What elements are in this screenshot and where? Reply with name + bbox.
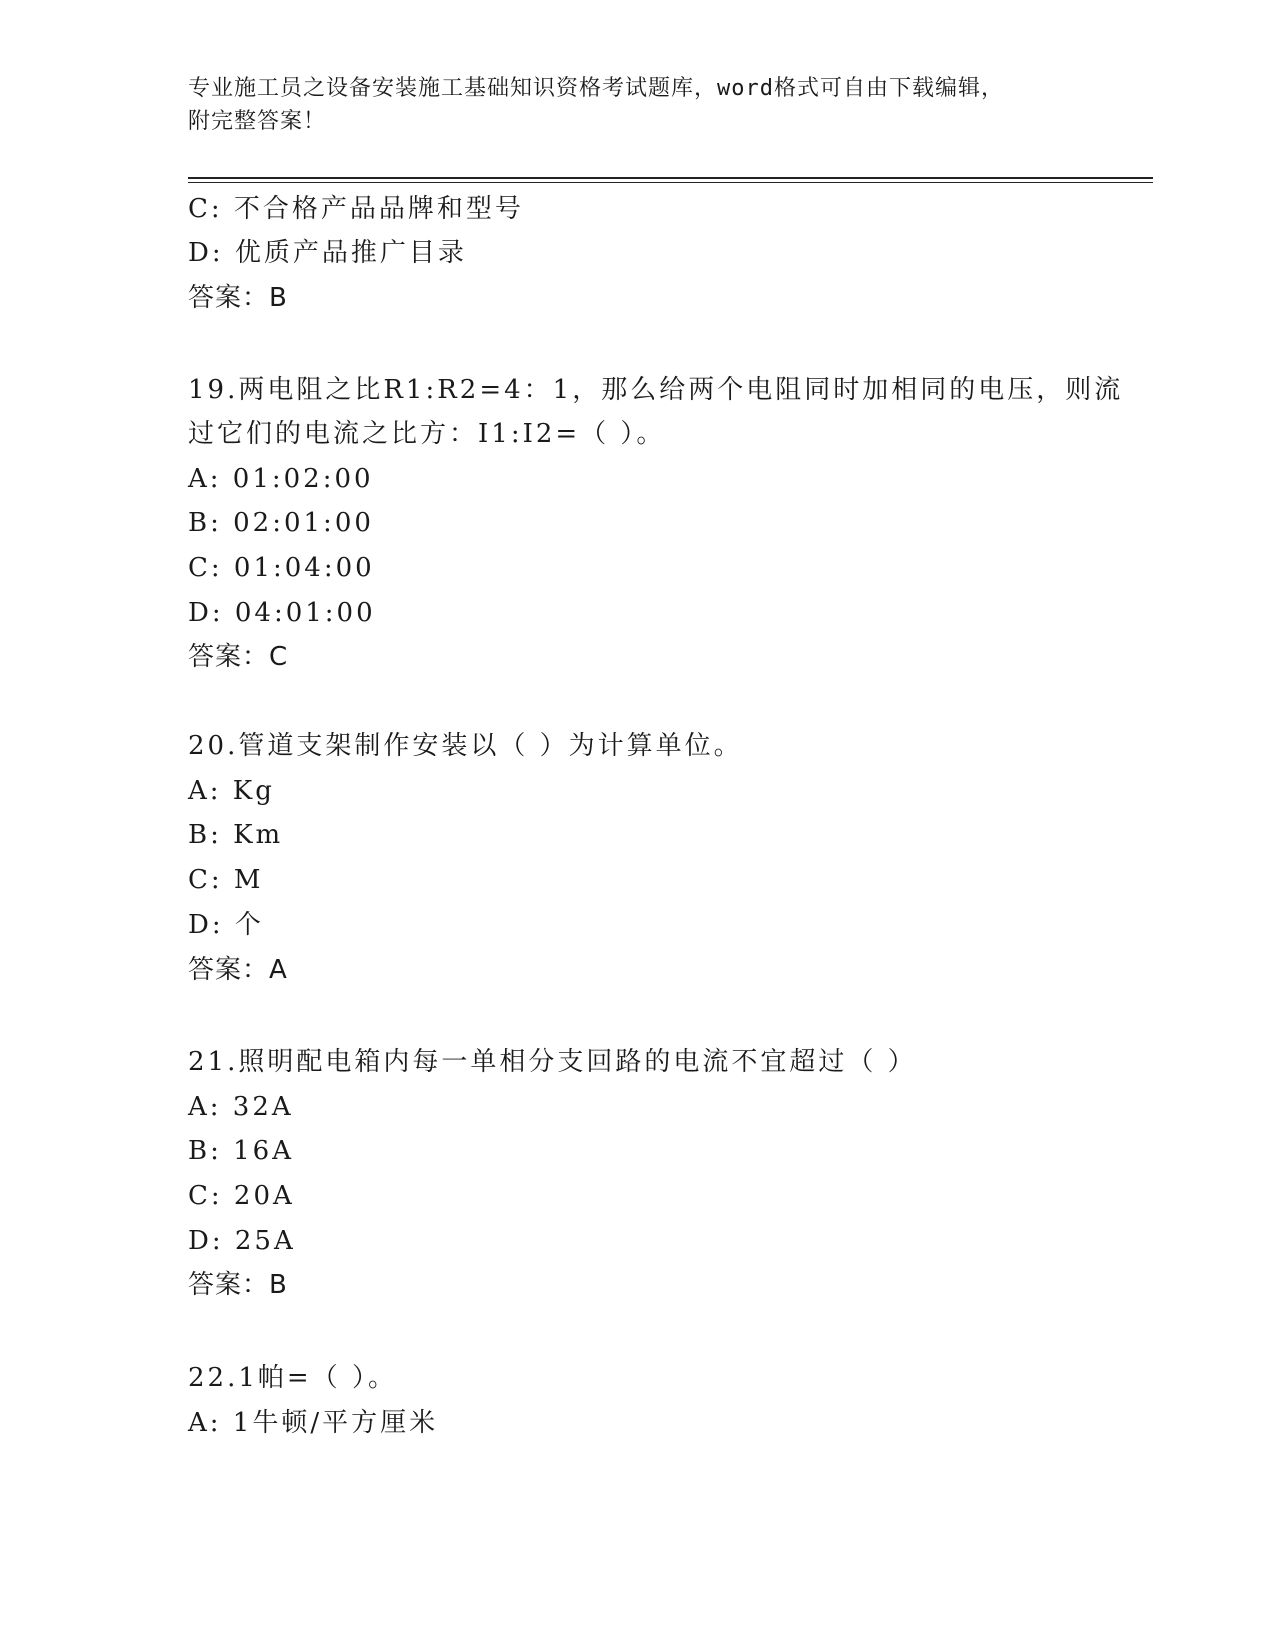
q19-stem-line-2: 过它们的电流之比方：I1:I2=（ ）。 bbox=[188, 419, 666, 449]
q19-stem-line-1: 19.两电阻之比R1:R2=4：1，那么给两个电阻同时加相同的电压，则流 bbox=[188, 375, 1124, 405]
q20-option-c: C: M bbox=[188, 865, 264, 895]
q19-option-c: C: 01:04:00 bbox=[188, 553, 375, 583]
q21-option-c: C: 20A bbox=[188, 1181, 295, 1211]
prev-option-d: D: 优质产品推广目录 bbox=[188, 238, 467, 268]
q20-stem: 20.管道支架制作安装以（ ）为计算单位。 bbox=[188, 731, 743, 761]
header-divider-thick bbox=[188, 177, 1153, 179]
document-header bbox=[188, 72, 1088, 138]
q21-option-a: A: 32A bbox=[188, 1092, 294, 1122]
prev-answer: 答案：B bbox=[188, 283, 288, 313]
q22-option-a: A: 1牛顿/平方厘米 bbox=[188, 1408, 439, 1438]
q20-option-b: B: Km bbox=[188, 820, 284, 850]
header-divider-thin bbox=[188, 182, 1153, 183]
q22-stem: 22.1帕=（ ）。 bbox=[188, 1363, 397, 1393]
header-line-2: 附完整答案！ bbox=[188, 109, 327, 134]
q20-option-a: A: Kg bbox=[188, 776, 275, 806]
q19-option-d: D: 04:01:00 bbox=[188, 598, 376, 628]
q21-answer: 答案：B bbox=[188, 1270, 288, 1300]
q19-answer: 答案：C bbox=[188, 642, 289, 672]
q20-option-d: D: 个 bbox=[188, 910, 264, 940]
q21-stem: 21.照明配电箱内每一单相分支回路的电流不宜超过（ ） bbox=[188, 1047, 917, 1077]
q21-option-b: B: 16A bbox=[188, 1136, 294, 1166]
q19-option-b: B: 02:01:00 bbox=[188, 508, 374, 538]
q21-option-d: D: 25A bbox=[188, 1226, 296, 1256]
header-line-1: 专业施工员之设备安装施工基础知识资格考试题库，word格式可自由下载编辑， bbox=[188, 76, 1004, 101]
prev-option-c: C: 不合格产品品牌和型号 bbox=[188, 194, 524, 224]
q19-option-a: A: 01:02:00 bbox=[188, 464, 374, 494]
q20-answer: 答案：A bbox=[188, 955, 288, 985]
